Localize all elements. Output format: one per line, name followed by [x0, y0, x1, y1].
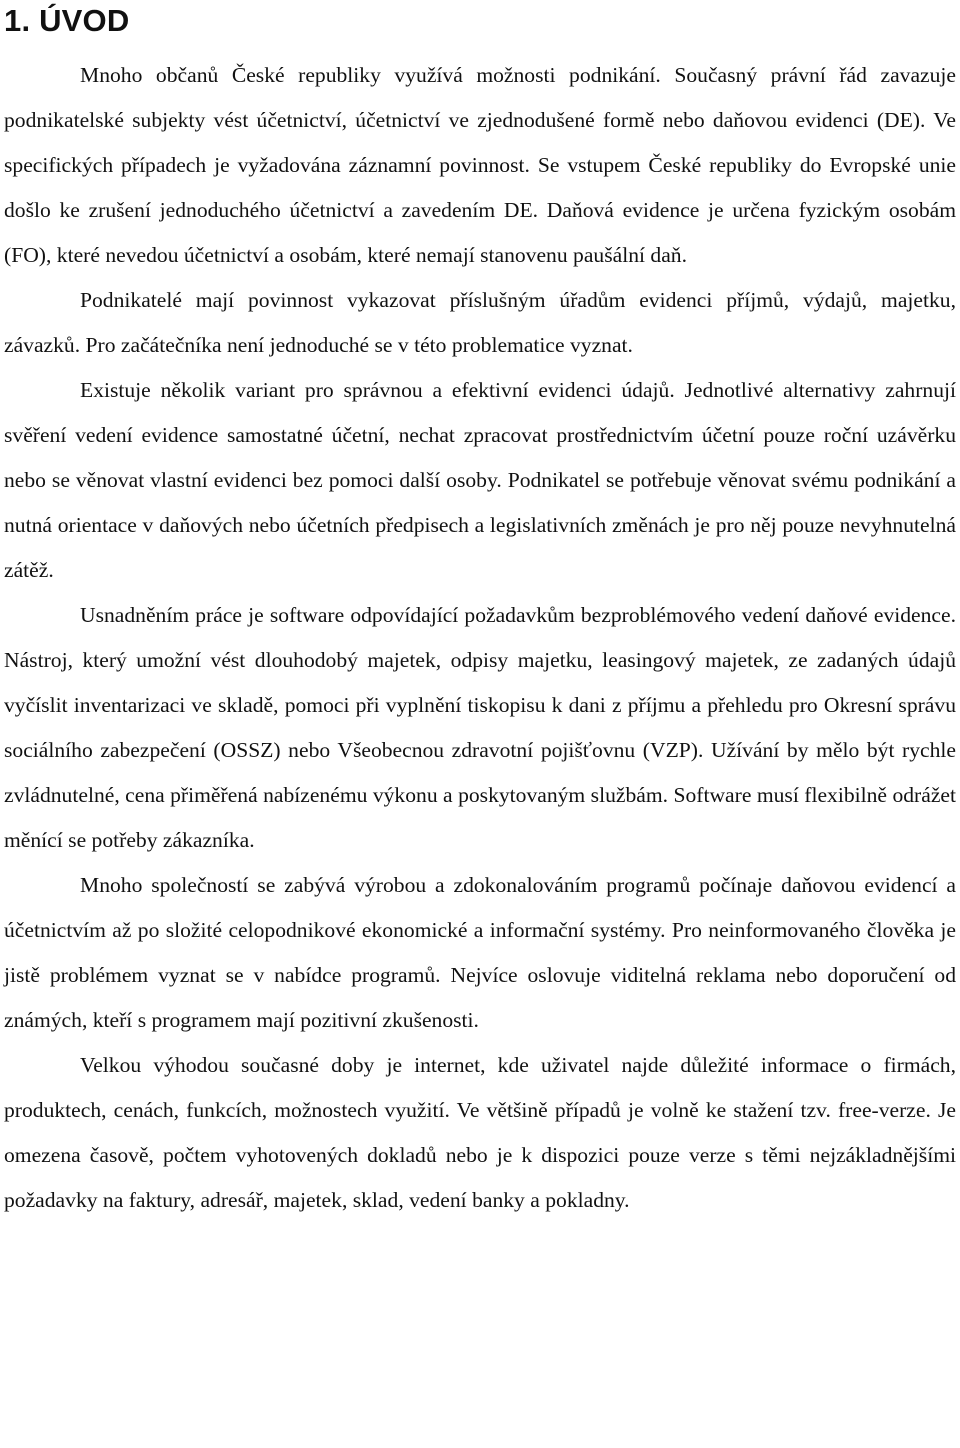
section-body	[4, 53, 956, 1223]
paragraph-4: Usnadněním práce je software odpovídající požadavkům bezproblémového vedení daňové evidence. Nástroj, který umožní vést dlouhodobý majetek, odpisy majetku, leasingový majetek, ze zadaných údajů vyčíslit inventarizaci ve skladě, pomoci při vyplnění tiskopisu k dani z příjmu a přehledu pro Okresní správu sociálního zabezpečení (OSSZ) nebo Všeobecnou zdravotní pojišťovnu (VZP). Užívání by mělo být rychle zvládnutelné, cena přiměřená nabízenému výkonu a poskytovaným službám. Software musí flexibilně odrážet měnící se potřeby zákazníka.	[4, 603, 956, 852]
paragraph-3: Existuje několik variant pro správnou a efektivní evidenci údajů. Jednotlivé alternativy zahrnují svěření vedení evidence samostatné účetní, nechat zpracovat prostřednictvím účetní pouze roční uzávěrku nebo se věnovat vlastní evidenci bez pomoci další osoby. Podnikatel se potřebuje věnovat svému podnikání a nutná orientace v daňových nebo účetních předpisech a legislativních změnách je pro něj pouze nevyhnutelná zátěž.	[4, 378, 956, 582]
paragraph-2: Podnikatelé mají povinnost vykazovat příslušným úřadům evidenci příjmů, výdajů, majetku, závazků. Pro začátečníka není jednoduché se v této problematice vyznat.	[4, 288, 956, 357]
paragraph-1: Mnoho občanů České republiky využívá možnosti podnikání. Současný právní řád zavazuje podnikatelské subjekty vést účetnictví, účetnictví ve zjednodušené formě nebo daňovou evidenci (DE). Ve specifických případech je vyžadována záznamní povinnost. Se vstupem České republiky do Evropské unie došlo ke zrušení jednoduchého účetnictví a zavedením DE. Daňová evidence je určena fyzickým osobám (FO), které nevedou účetnictví a osobám, které nemají stanovenu paušální daň.	[4, 63, 956, 267]
paragraph-5: Mnoho společností se zabývá výrobou a zdokonalováním programů počínaje daňovou evidencí a účetnictvím až po složité celopodnikové ekonomické a informační systémy. Pro neinformovaného člověka je jistě problémem vyznat se v nabídce programů. Nejvíce oslovuje viditelná reklama nebo doporučení od známých, kteří s programem mají pozitivní zkušenosti.	[4, 873, 956, 1032]
paragraph-6: Velkou výhodou současné doby je internet, kde uživatel najde důležité informace o firmách, produktech, cenách, funkcích, možnostech využití. Ve většině případů je volně ke stažení tzv. free-verze. Je omezena časově, počtem vyhotovených dokladů nebo je k dispozici pouze verze s těmi nejzákladnějšími požadavky na faktury, adresář, majetek, sklad, vedení banky a pokladny.	[4, 1053, 956, 1212]
section-heading: 1. ÚVOD	[4, 3, 130, 38]
